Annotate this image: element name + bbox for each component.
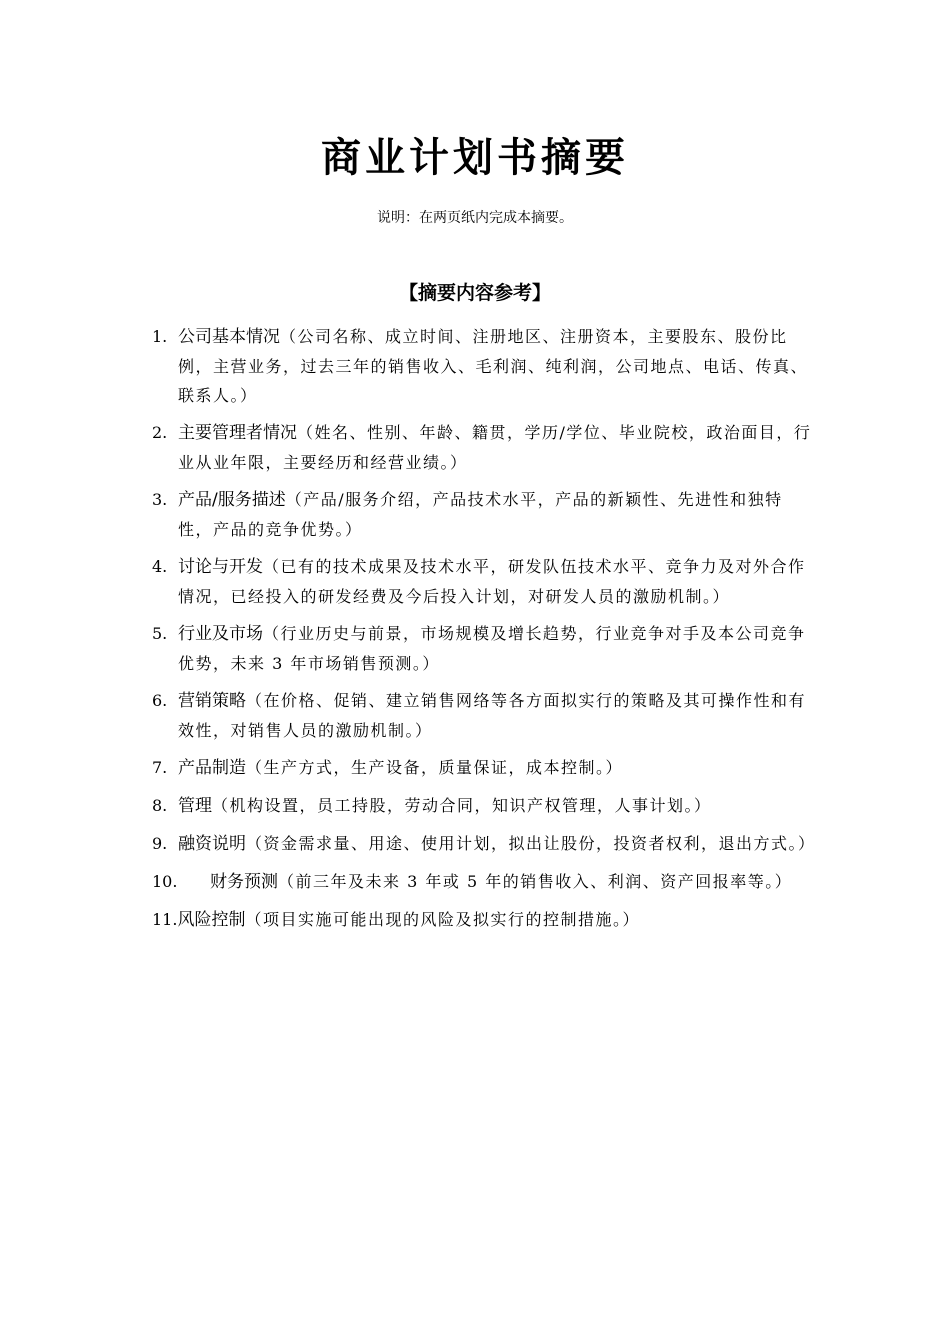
instruction-note: 说明：在两页纸内完成本摘要。 bbox=[377, 210, 573, 226]
list-item bbox=[152, 619, 816, 678]
item-label: 讨论与开发 bbox=[178, 557, 263, 577]
list-item bbox=[152, 791, 816, 821]
item-number: 8. bbox=[152, 796, 168, 815]
item-label: 公司基本情况 bbox=[178, 327, 280, 347]
item-label: 管理 bbox=[178, 796, 212, 816]
list-item bbox=[152, 829, 816, 859]
item-description: （项目实施可能出现的风险及拟实行的控制措施。） bbox=[245, 910, 640, 929]
item-label: 产品制造 bbox=[178, 758, 246, 778]
item-label: 财务预测 bbox=[210, 872, 278, 892]
list-item bbox=[152, 485, 816, 544]
section-heading: 【摘要内容参考】 bbox=[398, 282, 551, 304]
item-description: （公司名称、成立时间、注册地区、注册资本，主要股东、股份比例，主营业务，过去三年的销售收入、毛利润、纯利润，公司地点、电话、传真、联系人。） bbox=[178, 327, 809, 405]
item-description: （资金需求量、用途、使用计划，拟出让股份，投资者权利，退出方式。） bbox=[246, 834, 816, 853]
item-number: 9. bbox=[152, 834, 168, 853]
item-description: （前三年及未来 3 年或 5 年的销售收入、利润、资产回报率等。） bbox=[278, 872, 793, 891]
item-number: 3. bbox=[152, 490, 168, 509]
item-label: 风险控制 bbox=[177, 910, 246, 930]
list-item bbox=[152, 753, 816, 783]
item-number: 1. bbox=[152, 327, 168, 346]
item-number: 2. bbox=[152, 423, 168, 442]
item-number: 5. bbox=[152, 624, 168, 643]
item-label: 主要管理者情况 bbox=[178, 423, 297, 443]
item-number: 7. bbox=[152, 758, 168, 777]
item-number: 4. bbox=[152, 557, 168, 576]
item-label: 行业及市场 bbox=[178, 624, 263, 644]
item-description: （姓名、性别、年龄、籍贯，学历/学位、毕业院校，政治面目，行业从业年限，主要经历和经营业绩。） bbox=[178, 423, 812, 472]
list-item bbox=[152, 686, 816, 745]
list-item bbox=[152, 418, 816, 477]
summary-item-list bbox=[152, 322, 816, 943]
list-item bbox=[152, 322, 816, 410]
item-number: 11. bbox=[152, 910, 178, 929]
item-description: （已有的技术成果及技术水平，研发队伍技术水平、竞争力及对外合作情况，已经投入的研发经费及今后投入计划，对研发人员的激励机制。） bbox=[178, 557, 806, 606]
list-item bbox=[152, 905, 816, 935]
item-number: 10. bbox=[152, 872, 178, 891]
item-description: （产品/服务介绍，产品技术水平，产品的新颖性、先进性和独特性，产品的竞争优势。） bbox=[178, 490, 783, 539]
list-item bbox=[152, 552, 816, 611]
item-label: 营销策略 bbox=[178, 691, 246, 711]
list-item bbox=[152, 867, 816, 897]
page-title: 商业计划书摘要 bbox=[321, 135, 629, 181]
item-description: （机构设置，员工持股，劳动合同，知识产权管理，人事计划。） bbox=[212, 796, 712, 815]
item-number: 6. bbox=[152, 691, 168, 710]
item-description: （行业历史与前景，市场规模及增长趋势，行业竞争对手及本公司竞争优势，未来 3 年市场销售预测。） bbox=[178, 624, 806, 673]
item-description: （在价格、促销、建立销售网络等各方面拟实行的策略及其可操作性和有效性，对销售人员的激励机制。） bbox=[178, 691, 807, 740]
item-label: 产品/服务描述 bbox=[178, 490, 286, 510]
item-label: 融资说明 bbox=[178, 834, 246, 854]
item-description: （生产方式，生产设备，质量保证，成本控制。） bbox=[246, 758, 624, 777]
